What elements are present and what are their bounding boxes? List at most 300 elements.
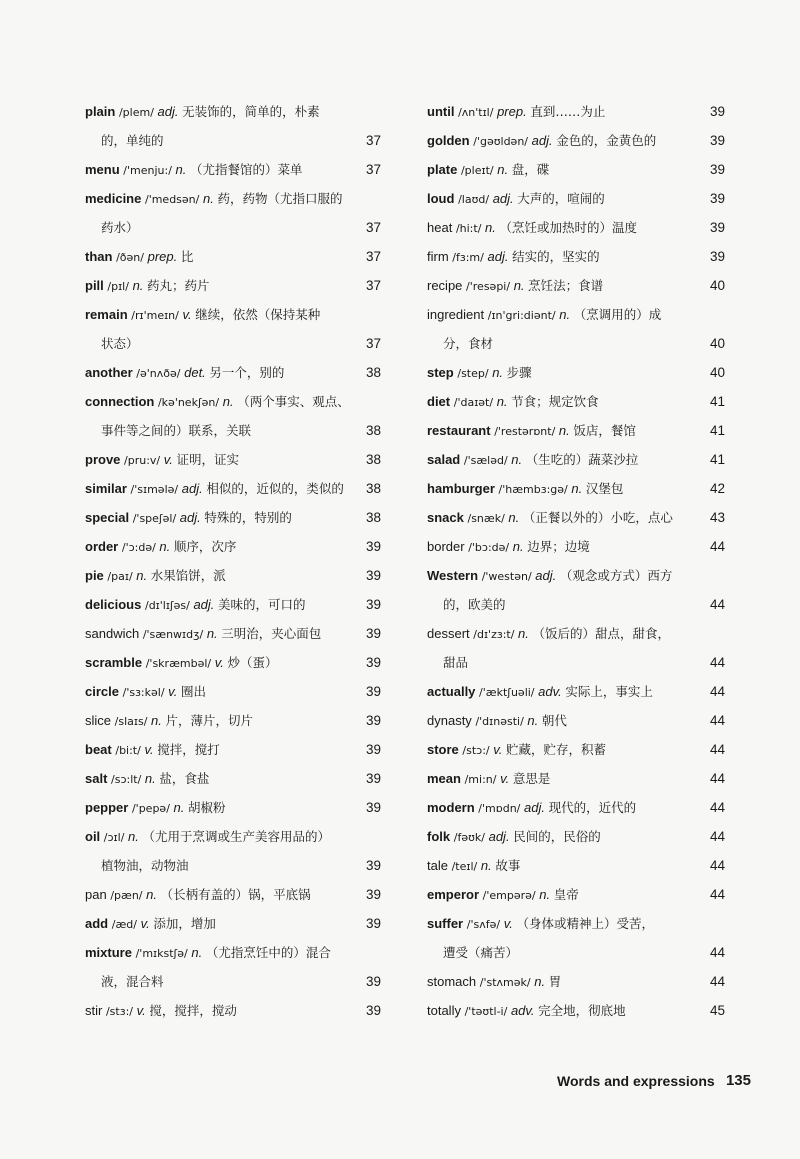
headword: firm: [427, 249, 449, 264]
entry-text: [85, 503, 292, 533]
entry-text: [427, 445, 638, 475]
vocab-entry: [427, 474, 725, 503]
part-of-speech: adj.: [181, 481, 203, 496]
part-of-speech: adj.: [488, 829, 510, 844]
chinese-gloss: （烹调用的）成: [573, 307, 662, 322]
headword: another: [85, 365, 133, 380]
vocab-entry: [427, 561, 725, 590]
page-ref: 41: [709, 394, 725, 409]
phonetic: /'bɔ:də/: [468, 541, 510, 554]
chinese-gloss: 药，药物（尤指口服的: [217, 191, 343, 206]
part-of-speech: n.: [485, 220, 496, 235]
vocab-entry: [427, 793, 725, 822]
entry-continuation: [427, 329, 725, 358]
phonetic: /paɪ/: [107, 570, 133, 583]
headword: pie: [85, 568, 104, 583]
vocab-entry: [85, 938, 381, 967]
chinese-gloss: 相似的，近似的，类似的: [206, 481, 344, 496]
part-of-speech: n.: [539, 887, 551, 902]
entry-text: [85, 677, 206, 707]
chinese-gloss: 的，欧美的: [443, 597, 506, 612]
entry-continuation: [427, 590, 725, 619]
phonetic: /dɪ'lɪʃəs/: [144, 599, 190, 612]
part-of-speech: v.: [500, 771, 510, 786]
part-of-speech: adj.: [535, 568, 557, 583]
chinese-gloss: （尤指餐馆的）菜单: [190, 162, 303, 177]
phonetic: /'sænwɪdʒ/: [142, 628, 204, 641]
entry-text: [85, 706, 253, 736]
phonetic: /bi:t/: [115, 744, 141, 757]
headword: diet: [427, 394, 451, 409]
vocab-entry: [85, 735, 381, 764]
vocab-entry: [85, 474, 381, 503]
left-column: [85, 97, 381, 1025]
entry-text: [85, 764, 209, 794]
entry-text: [85, 213, 139, 242]
vocab-entry: [427, 880, 725, 909]
chinese-gloss: 民间的，民俗的: [513, 829, 601, 844]
part-of-speech: adj.: [179, 510, 201, 525]
vocab-entry: [427, 851, 725, 880]
chinese-gloss: （饭后的）甜点，甜食，: [532, 626, 671, 641]
headword: dessert: [427, 626, 470, 641]
entry-text: [85, 851, 189, 880]
entry-text: [427, 619, 670, 649]
page-ref: 40: [709, 278, 725, 293]
part-of-speech: n.: [559, 307, 571, 322]
part-of-speech: n.: [191, 945, 203, 960]
phonetic: /hi:t/: [455, 222, 482, 235]
part-of-speech: v.: [136, 1003, 146, 1018]
part-of-speech: adv.: [538, 684, 562, 699]
chinese-gloss: （身体或精神上）受苦，: [516, 916, 654, 931]
chinese-gloss: 结实的，坚实的: [512, 249, 600, 264]
part-of-speech: n.: [173, 800, 185, 815]
phonetic: /'hæmbɜ:gə/: [498, 483, 568, 496]
chinese-gloss: 无装饰的，简单的，朴素: [182, 104, 320, 119]
page-ref: 44: [709, 858, 725, 873]
page-ref: 44: [709, 974, 725, 989]
vocab-entry: [427, 706, 725, 735]
phonetic: /stɜ:/: [105, 1005, 133, 1018]
part-of-speech: adj.: [157, 104, 179, 119]
part-of-speech: v.: [163, 452, 173, 467]
phonetic: /æd/: [111, 918, 137, 931]
vocab-entry: [85, 677, 381, 706]
entry-text: [85, 793, 226, 823]
page-ref: 40: [709, 336, 725, 351]
headword: border: [427, 539, 465, 554]
part-of-speech: n.: [136, 568, 148, 583]
page-ref: 37: [365, 162, 381, 177]
headword: snack: [427, 510, 464, 525]
chinese-gloss: 盐，食盐: [159, 771, 210, 786]
page-ref: 44: [709, 742, 725, 757]
chinese-gloss: （生吃的）蔬菜沙拉: [525, 452, 639, 467]
phonetic: /plem/: [118, 106, 154, 119]
part-of-speech: n.: [496, 394, 508, 409]
entry-text: [85, 967, 164, 996]
vocab-entry: [427, 213, 725, 242]
page-ref: 39: [365, 800, 381, 815]
entry-text: [85, 880, 311, 910]
chinese-gloss: 事件等之间的）联系，关联: [101, 423, 252, 438]
phonetic: /ɔɪl/: [103, 831, 125, 844]
page-ref: 37: [365, 133, 381, 148]
vocab-entry: [85, 996, 381, 1025]
entry-text: [85, 822, 330, 852]
chinese-gloss: 水果馅饼，派: [150, 568, 226, 583]
entry-continuation: [85, 416, 381, 445]
entry-text: [427, 909, 654, 939]
phonetic: /pleɪt/: [460, 164, 494, 177]
phonetic: /kə'nekʃən/: [157, 396, 220, 409]
vocab-entry: [85, 445, 381, 474]
headword: order: [85, 539, 119, 554]
part-of-speech: n.: [513, 278, 525, 293]
phonetic: /rɪ'meɪn/: [131, 309, 179, 322]
page-ref: 39: [709, 191, 725, 206]
phonetic: /snæk/: [467, 512, 505, 525]
phonetic: /stɔ:/: [462, 744, 490, 757]
page-ref: 44: [709, 887, 725, 902]
headword: pan: [85, 887, 107, 902]
chinese-gloss: 现代的，近代的: [548, 800, 637, 815]
entry-text: [85, 561, 226, 591]
vocab-entry: [85, 387, 381, 416]
entry-text: [85, 358, 284, 388]
headword: restaurant: [427, 423, 491, 438]
phonetic: /'medsən/: [144, 193, 200, 206]
headword: delicious: [85, 597, 142, 612]
vocab-entry: [427, 126, 725, 155]
part-of-speech: adj.: [193, 597, 215, 612]
part-of-speech: n.: [518, 626, 529, 641]
page-ref: 39: [709, 133, 725, 148]
chinese-gloss: （长柄有盖的）锅，平底锅: [160, 887, 311, 902]
phonetic: /'restərɒnt/: [494, 425, 556, 438]
entry-text: [85, 474, 344, 504]
headword: stir: [85, 1003, 103, 1018]
part-of-speech: v.: [144, 742, 154, 757]
page-ref: 39: [365, 916, 381, 931]
phonetic: /teɪl/: [451, 860, 478, 873]
part-of-speech: det.: [184, 365, 206, 380]
entry-text: [427, 851, 520, 881]
chinese-gloss: 搅拌，搅打: [157, 742, 220, 757]
page-ref: 37: [365, 336, 381, 351]
entry-continuation: [85, 851, 381, 880]
part-of-speech: adv.: [510, 1003, 535, 1018]
page-ref: 40: [709, 365, 725, 380]
phonetic: /'stʌmək/: [479, 976, 531, 989]
page-ref: 39: [365, 858, 381, 873]
chinese-gloss: 直到……为止: [530, 104, 606, 119]
page-ref: 44: [709, 539, 725, 554]
chinese-gloss: 盘，碟: [511, 162, 550, 177]
part-of-speech: v.: [214, 655, 224, 670]
part-of-speech: n.: [497, 162, 509, 177]
chinese-gloss: 金色的，金黄色的: [556, 133, 657, 148]
footer-title: Words and expressions: [557, 1073, 715, 1089]
vocab-entry: [85, 764, 381, 793]
phonetic: /ə'nʌðə/: [136, 367, 181, 380]
part-of-speech: n.: [534, 974, 546, 989]
headword: plain: [85, 104, 116, 119]
part-of-speech: prep.: [497, 104, 527, 119]
entry-text: [427, 561, 672, 591]
chinese-gloss: （烹饪或加热时的）温度: [499, 220, 638, 235]
vocab-entry: [427, 619, 725, 648]
headword: tale: [427, 858, 448, 873]
page-ref: 44: [709, 829, 725, 844]
entry-continuation: [85, 329, 381, 358]
entry-text: [427, 358, 532, 388]
entry-text: [427, 822, 601, 852]
page-ref: 39: [709, 104, 725, 119]
chinese-gloss: （观念或方式）西方: [559, 568, 673, 583]
phonetic: /laʊd/: [458, 193, 490, 206]
vocab-entry: [85, 184, 381, 213]
chinese-gloss: 比: [180, 249, 194, 264]
vocab-entry: [427, 677, 725, 706]
page-ref: 39: [365, 713, 381, 728]
part-of-speech: n.: [527, 713, 539, 728]
entry-text: [85, 619, 321, 649]
page-ref: 39: [365, 539, 381, 554]
entry-text: [85, 532, 236, 562]
page-ref: 38: [365, 452, 381, 467]
page-ref: 44: [709, 800, 725, 815]
entry-text: [427, 387, 599, 417]
page-ref: 38: [365, 423, 381, 438]
vocab-entry: [427, 416, 725, 445]
chinese-gloss: 分，食材: [443, 336, 494, 351]
page-ref: 39: [709, 220, 725, 235]
page-ref: 45: [709, 1003, 725, 1018]
part-of-speech: n.: [492, 365, 504, 380]
part-of-speech: n.: [175, 162, 187, 177]
vocab-entry: [85, 706, 381, 735]
vocab-entry: [427, 909, 725, 938]
vocab-entry: [427, 764, 725, 793]
entry-text: [85, 184, 342, 214]
headword: prove: [85, 452, 121, 467]
part-of-speech: n.: [132, 278, 144, 293]
vocab-entry: [85, 503, 381, 532]
vocab-entry: [427, 822, 725, 851]
headword: loud: [427, 191, 455, 206]
entry-text: [427, 967, 561, 997]
part-of-speech: n.: [571, 481, 583, 496]
entry-text: [85, 329, 139, 358]
chinese-gloss: 状态）: [101, 336, 139, 351]
chinese-gloss: 的，单纯的: [101, 133, 164, 148]
entry-continuation: [427, 938, 725, 967]
chinese-gloss: 添加，增加: [153, 916, 216, 931]
page-ref: 41: [709, 452, 725, 467]
vocab-entry: [427, 387, 725, 416]
entry-text: [427, 474, 623, 504]
vocab-entry: [85, 532, 381, 561]
part-of-speech: n.: [202, 191, 214, 206]
entry-text: [85, 445, 239, 475]
page-number: 135: [725, 1072, 751, 1089]
part-of-speech: n.: [222, 394, 234, 409]
page-ref: 44: [709, 771, 725, 786]
phonetic: /'sɜ:kəl/: [122, 686, 165, 699]
vocab-entry: [427, 967, 725, 996]
phonetic: /pru:v/: [124, 454, 161, 467]
entry-text: [427, 97, 605, 127]
headword: until: [427, 104, 455, 119]
entry-text: [427, 126, 656, 156]
headword: beat: [85, 742, 112, 757]
headword: medicine: [85, 191, 142, 206]
headword: similar: [85, 481, 127, 496]
page-footer: [540, 1071, 755, 1095]
entry-text: [427, 793, 636, 823]
entry-text: [427, 155, 549, 185]
vocab-entry: [85, 880, 381, 909]
page-ref: 38: [365, 365, 381, 380]
entry-continuation: [85, 967, 381, 996]
chinese-gloss: 遭受（痛苦）: [443, 945, 519, 960]
part-of-speech: n.: [159, 539, 171, 554]
phonetic: /dɪ'zɜ:t/: [473, 628, 515, 641]
page-ref: 44: [709, 597, 725, 612]
entry-text: [85, 155, 303, 185]
entry-text: [427, 880, 579, 910]
part-of-speech: v.: [182, 307, 192, 322]
part-of-speech: adj.: [524, 800, 545, 815]
entry-text: [427, 329, 493, 358]
vocab-entry: [427, 996, 725, 1025]
headword: suffer: [427, 916, 464, 931]
headword: pepper: [85, 800, 129, 815]
headword: golden: [427, 133, 470, 148]
chinese-gloss: 汉堡包: [585, 481, 624, 496]
part-of-speech: n.: [151, 713, 162, 728]
phonetic: /fɜ:m/: [452, 251, 484, 264]
vocab-entry: [85, 155, 381, 184]
part-of-speech: v.: [503, 916, 513, 931]
headword: store: [427, 742, 459, 757]
chinese-gloss: 植物油，动物油: [101, 858, 189, 873]
page-ref: 43: [709, 510, 725, 525]
entry-text: [427, 735, 606, 765]
phonetic: /slaɪs/: [114, 715, 148, 728]
headword: dynasty: [427, 713, 472, 728]
phonetic: /step/: [457, 367, 489, 380]
entry-text: [427, 764, 550, 794]
entry-text: [427, 996, 626, 1026]
entry-continuation: [427, 648, 725, 677]
headword: scramble: [85, 655, 143, 670]
vocab-entry: [427, 445, 725, 474]
chinese-gloss: 贮藏，贮存，积蓄: [506, 742, 607, 757]
entry-text: [427, 648, 468, 677]
headword: connection: [85, 394, 155, 409]
entry-text: [85, 97, 320, 127]
headword: folk: [427, 829, 451, 844]
chinese-gloss: 大声的，喧闹的: [517, 191, 605, 206]
entry-text: [427, 706, 567, 736]
headword: add: [85, 916, 109, 931]
entry-text: [85, 271, 210, 301]
page-ref: 41: [709, 423, 725, 438]
phonetic: /'westən/: [481, 570, 532, 583]
entry-text: [427, 300, 661, 330]
chinese-gloss: 胃: [548, 974, 562, 989]
page-ref: 39: [365, 684, 381, 699]
chinese-gloss: （尤指烹饪中的）混合: [205, 945, 331, 960]
part-of-speech: n.: [511, 452, 523, 467]
chinese-gloss: 药水）: [101, 220, 139, 235]
part-of-speech: n.: [128, 829, 139, 844]
entry-text: [427, 213, 637, 243]
part-of-speech: adj.: [487, 249, 509, 264]
vocab-entry: [427, 242, 725, 271]
headword: mean: [427, 771, 461, 786]
page-ref: 39: [365, 1003, 381, 1018]
chinese-gloss: 朝代: [541, 713, 567, 728]
entry-text: [85, 126, 164, 155]
entry-continuation: [85, 126, 381, 155]
chinese-gloss: 液，混合料: [101, 974, 164, 989]
headword: Western: [427, 568, 479, 583]
entry-text: [85, 996, 237, 1026]
entry-text: [85, 909, 216, 939]
vocab-entry: [85, 97, 381, 126]
phonetic: /'skræmbəl/: [145, 657, 212, 670]
page-ref: 42: [709, 481, 725, 496]
vocab-entry: [427, 271, 725, 300]
part-of-speech: adj.: [492, 191, 514, 206]
headword: salad: [427, 452, 461, 467]
phonetic: /ðən/: [116, 251, 144, 264]
page-ref: 39: [365, 597, 381, 612]
entry-text: [427, 242, 600, 272]
headword: hamburger: [427, 481, 495, 496]
chinese-gloss: 继续，依然（保持某种: [195, 307, 321, 322]
headword: remain: [85, 307, 128, 322]
page-ref: 39: [365, 655, 381, 670]
part-of-speech: v.: [140, 916, 150, 931]
phonetic: /'menju:/: [123, 164, 172, 177]
headword: heat: [427, 220, 453, 235]
vocab-entry: [427, 300, 725, 329]
entry-text: [85, 590, 306, 620]
chinese-gloss: 烹饪法；食谱: [528, 278, 604, 293]
headword: step: [427, 365, 454, 380]
phonetic: /'mɪkstʃə/: [135, 947, 188, 960]
vocab-entry: [427, 735, 725, 764]
vocab-entry: [427, 155, 725, 184]
page-ref: 38: [365, 510, 381, 525]
headword: emperor: [427, 887, 480, 902]
page-ref: 39: [365, 887, 381, 902]
page-ref: 39: [365, 974, 381, 989]
chinese-gloss: 三明治，夹心面包: [221, 626, 322, 641]
chinese-gloss: 炒（蛋）: [227, 655, 278, 670]
entry-text: [85, 300, 320, 330]
entry-text: [427, 532, 590, 562]
right-column: [427, 97, 725, 1025]
entry-text: [85, 242, 193, 272]
phonetic: /'ɔ:də/: [121, 541, 156, 554]
page-ref: 39: [365, 742, 381, 757]
